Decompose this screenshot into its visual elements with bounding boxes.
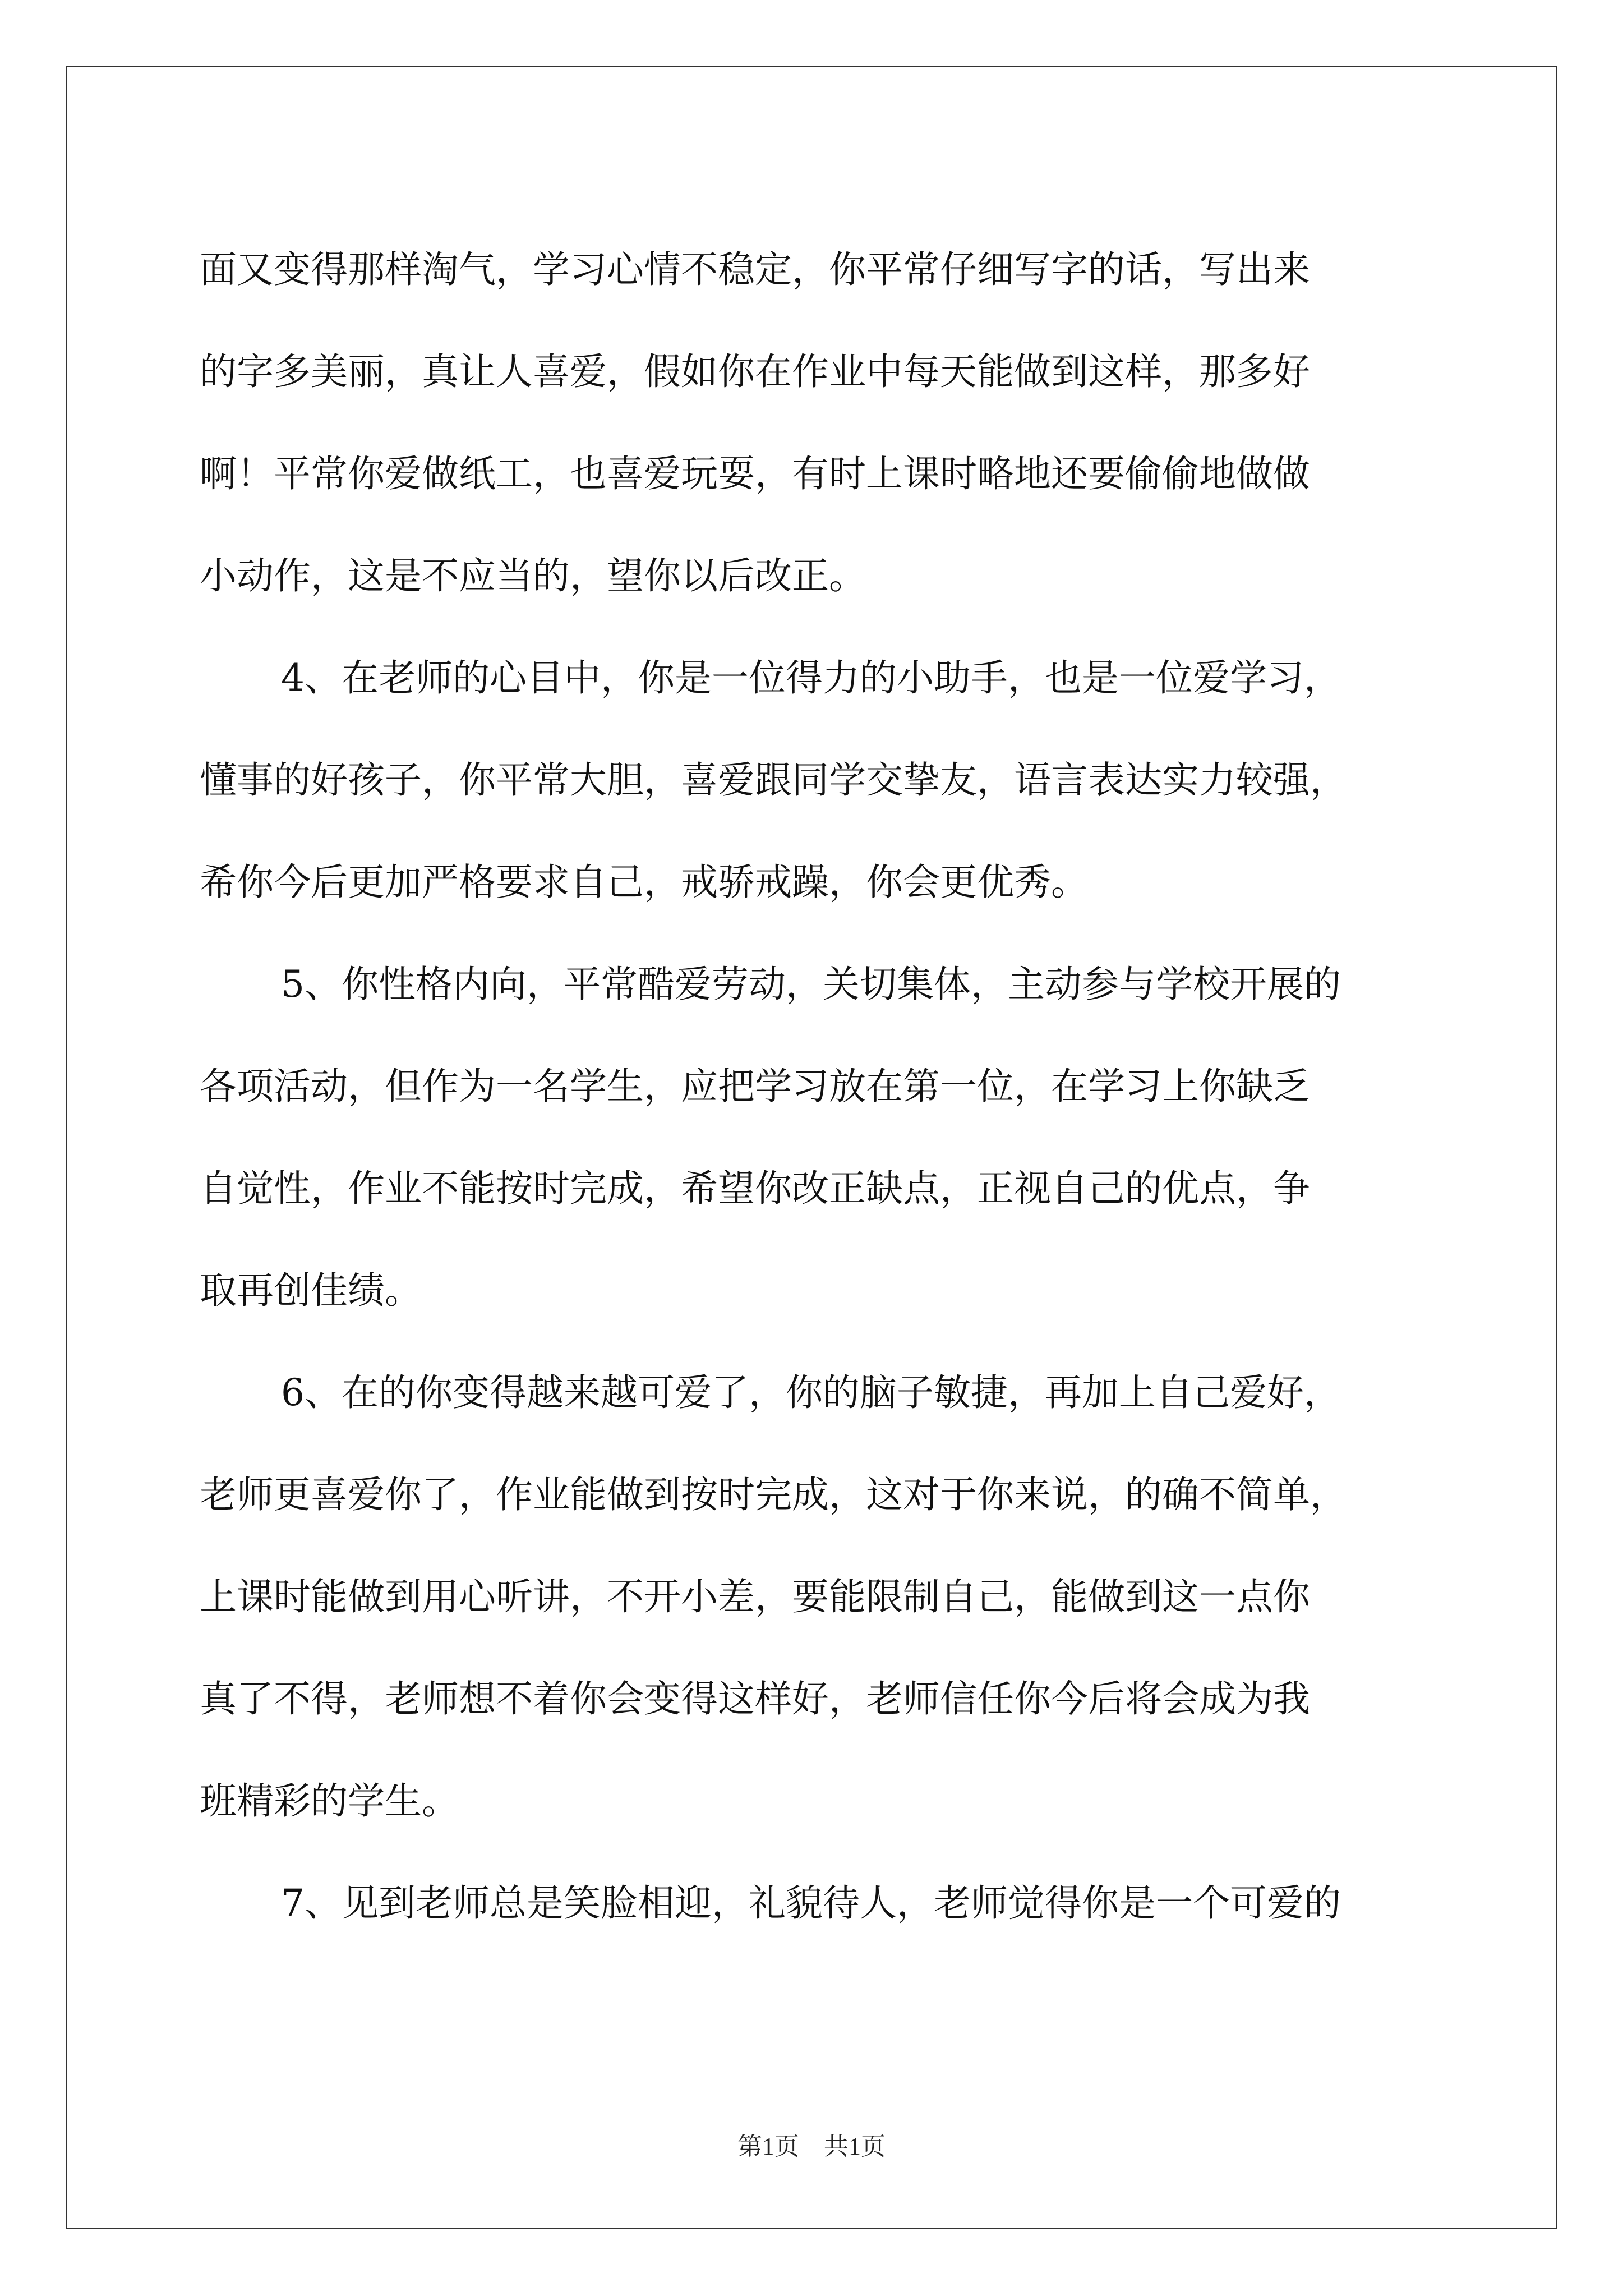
text-line: 老师更喜爱你了，作业能做到按时完成，这对于你来说，的确不简单， [200,1473,1347,1516]
text-line: 真了不得，老师想不着你会变得这样好，老师信任你今后将会成为我 [200,1677,1310,1720]
text-line: 7、见到老师总是笑脸相迎，礼貌待人，老师觉得你是一个可爱的 [281,1881,1341,1925]
text-line: 的字多美丽，真让人喜爱，假如你在作业中每天能做到这样，那多好 [200,350,1310,393]
text-line: 啊！平常你爱做纸工，也喜爱玩耍，有时上课时略地还要偷偷地做做 [200,452,1310,495]
text-line: 小动作，这是不应当的，望你以后改正。 [200,554,866,597]
text-line: 取再创佳绩。 [200,1269,422,1312]
text-line: 班精彩的学生。 [200,1779,459,1823]
text-line: 4、在老师的心目中，你是一位得力的小助手，也是一位爱学习， [281,656,1341,700]
text-line: 懂事的好孩子，你平常大胆，喜爱跟同学交挚友，语言表达实力较强， [200,758,1347,802]
text-line: 希你今后更加严格要求自己，戒骄戒躁，你会更优秀。 [200,861,1088,904]
text-line: 自觉性，作业不能按时完成，希望你改正缺点，正视自己的优点，争 [200,1167,1310,1210]
text-line: 面又变得那样淘气，学习心情不稳定，你平常仔细写字的话，写出来 [200,248,1310,291]
page-footer: 第1页 共1页 [737,2133,886,2160]
text-line: 各项活动，但作为一名学生，应把学习放在第一位，在学习上你缺乏 [200,1065,1310,1108]
document-body [200,219,1456,1954]
text-line: 5、你性格内向，平常酷爱劳动，关切集体，主动参与学校开展的 [281,963,1341,1006]
text-line: 上课时能做到用心听讲，不开小差，要能限制自己，能做到这一点你 [200,1575,1310,1618]
text-line: 6、在的你变得越来越可爱了，你的脑子敏捷，再加上自己爱好， [281,1371,1341,1414]
